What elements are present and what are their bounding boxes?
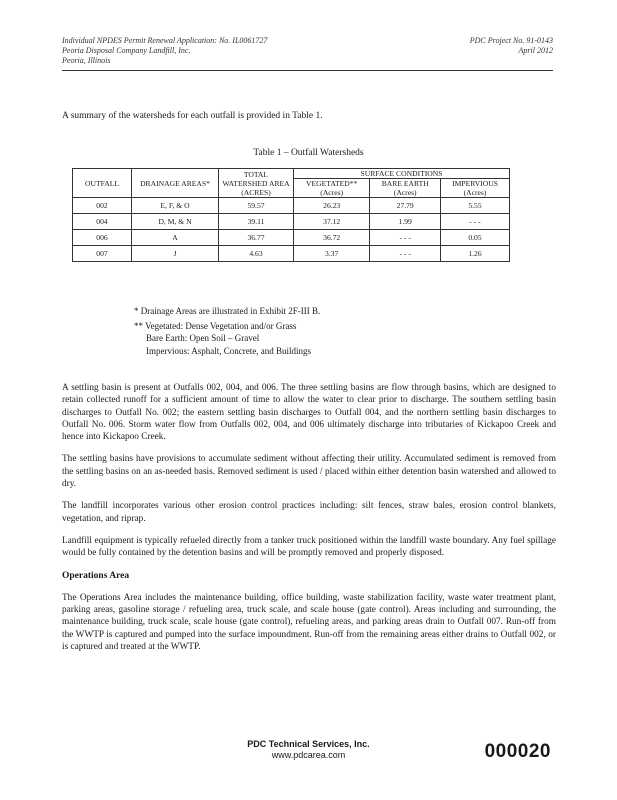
header-date: April 2012 — [518, 46, 553, 55]
cell-outfall: 004 — [73, 214, 132, 230]
cell-impervious: - - - — [441, 214, 510, 230]
cell-vegetated: 36.72 — [294, 230, 370, 246]
note-bare-earth: Bare Earth: Open Soil – Gravel — [146, 333, 260, 343]
header-project-number: PDC Project No. 91-0143 — [469, 36, 553, 45]
paragraph-operations-area: The Operations Area includes the maintenance building, office building, waste stabilization facility, waste water treatment plant, parking areas, gasoline storage / refueling area, truck scale, and scale house (gate control). Areas including and surrounding, the maintenance building, truck scale, scale house (gate control), refueling areas, and parking areas drain to Outfall 007. Run-off from the WWTP is captured and pumped into the surface impoundment. Run-off from the remaining areas either drains to Outfall 002, or is captured and treated at the WWTP. — [62, 592, 556, 653]
table-row — [73, 246, 510, 262]
cell-bare-earth: - - - — [370, 246, 441, 262]
table-notes — [134, 305, 320, 357]
cell-vegetated: 26.23 — [294, 198, 370, 214]
cell-drainage: J — [132, 246, 219, 262]
note-impervious: Impervious: Asphalt, Concrete, and Buildings — [146, 345, 311, 356]
footer-website: www.pdcarea.com — [271, 750, 346, 760]
cell-drainage: E, F, & O — [132, 198, 219, 214]
col-vegetated-units: (Acres) — [320, 188, 344, 197]
body-text — [62, 382, 556, 663]
page-number: 000020 — [484, 741, 551, 762]
col-impervious — [441, 179, 510, 198]
cell-outfall: 007 — [73, 246, 132, 262]
cell-drainage: A — [132, 230, 219, 246]
col-drainage-areas: DRAINAGE AREAS* — [132, 169, 219, 198]
cell-drainage: D, M, & N — [132, 214, 219, 230]
col-vegetated-label: VEGETATED** — [306, 179, 358, 188]
cell-total: 39.11 — [219, 214, 294, 230]
col-bare-earth-units: (Acres) — [393, 188, 417, 197]
note-drainage-areas: * Drainage Areas are illustrated in Exhibit 2F-III B. — [134, 306, 321, 316]
cell-outfall: 002 — [73, 198, 132, 214]
header-left — [62, 36, 267, 66]
note-vegetated: ** Vegetated: Dense Vegetation and/or Grass — [134, 320, 297, 331]
table-row — [73, 214, 510, 230]
paragraph-erosion-control: The landfill incorporates various other erosion control practices including: silt fences, straw bales, erosion control blankets, vegetation, and riprap. — [62, 501, 556, 524]
summary-sentence: A summary of the watersheds for each outfall is provided in Table 1. — [62, 111, 323, 121]
cell-total: 59.57 — [219, 198, 294, 214]
col-impervious-units: (Acres) — [463, 188, 487, 197]
cell-bare-earth: 1.99 — [370, 214, 441, 230]
header-right — [470, 36, 553, 56]
header-company-line: Peoria Disposal Company Landfill, Inc. — [62, 46, 191, 55]
cell-total: 4.63 — [219, 246, 294, 262]
cell-impervious: 0.05 — [441, 230, 510, 246]
cell-total: 36.77 — [219, 230, 294, 246]
section-heading-operations: Operations Area — [62, 570, 130, 581]
table-row — [73, 198, 510, 214]
cell-impervious: 1.26 — [441, 246, 510, 262]
col-vegetated — [294, 179, 370, 198]
paragraph-refueling: Landfill equipment is typically refueled directly from a tanker truck positioned within the landfill waste boundary. Any fuel spillage would be fully contained by the detention basins and will be promptly removed and properly disposed. — [62, 535, 556, 559]
paragraph-settling-basins: A settling basin is present at Outfalls 002, 004, and 006. The three settling basins are flow through basins, which are designed to retain collected runoff for a sufficient amount of time to allow the water to clear prior to discharge. The southern settling basin discharges to Outfall No. 002; the eastern settling basin discharges to Outfall 004, and the northern settling basin discharges to Outfall No. 006. Storm water flow from Outfalls 002, 004, and 006 ultimately discharge into tributaries of Kickapoo Creek and hence into Kickapoo Creek. — [62, 383, 556, 443]
col-bare-earth — [370, 179, 441, 198]
header-permit-line: Individual NPDES Permit Renewal Application: No. IL0061727 — [62, 36, 268, 45]
cell-vegetated: 37.12 — [294, 214, 370, 230]
col-total-watershed: TOTAL WATERSHED AREA (ACRES) — [219, 169, 294, 198]
col-impervious-label: IMPERVIOUS — [452, 179, 498, 188]
header-location-line: Peoria, Illinois — [62, 56, 111, 65]
cell-bare-earth: - - - — [370, 230, 441, 246]
table-row — [73, 230, 510, 246]
col-bare-earth-label: BARE EARTH — [381, 179, 429, 188]
cell-impervious: 5.55 — [441, 198, 510, 214]
cell-outfall: 006 — [73, 230, 132, 246]
col-outfall: OUTFALL — [73, 169, 132, 198]
cell-bare-earth: 27.79 — [370, 198, 441, 214]
table-caption: Table 1 – Outfall Watersheds — [253, 148, 364, 158]
cell-vegetated: 3.37 — [294, 246, 370, 262]
header-rule — [62, 70, 553, 71]
outfall-watersheds-table — [72, 168, 510, 262]
footer-company: PDC Technical Services, Inc. — [247, 739, 370, 749]
col-surface-conditions: SURFACE CONDITIONS — [294, 169, 510, 179]
paragraph-sediment: The settling basins have provisions to accumulate sediment without affecting their utility. Accumulated sediment is removed from the settling basins on an as-needed basis. Removed sediment is used / placed within either detention basin watershed and allowed to dry. — [62, 454, 556, 490]
